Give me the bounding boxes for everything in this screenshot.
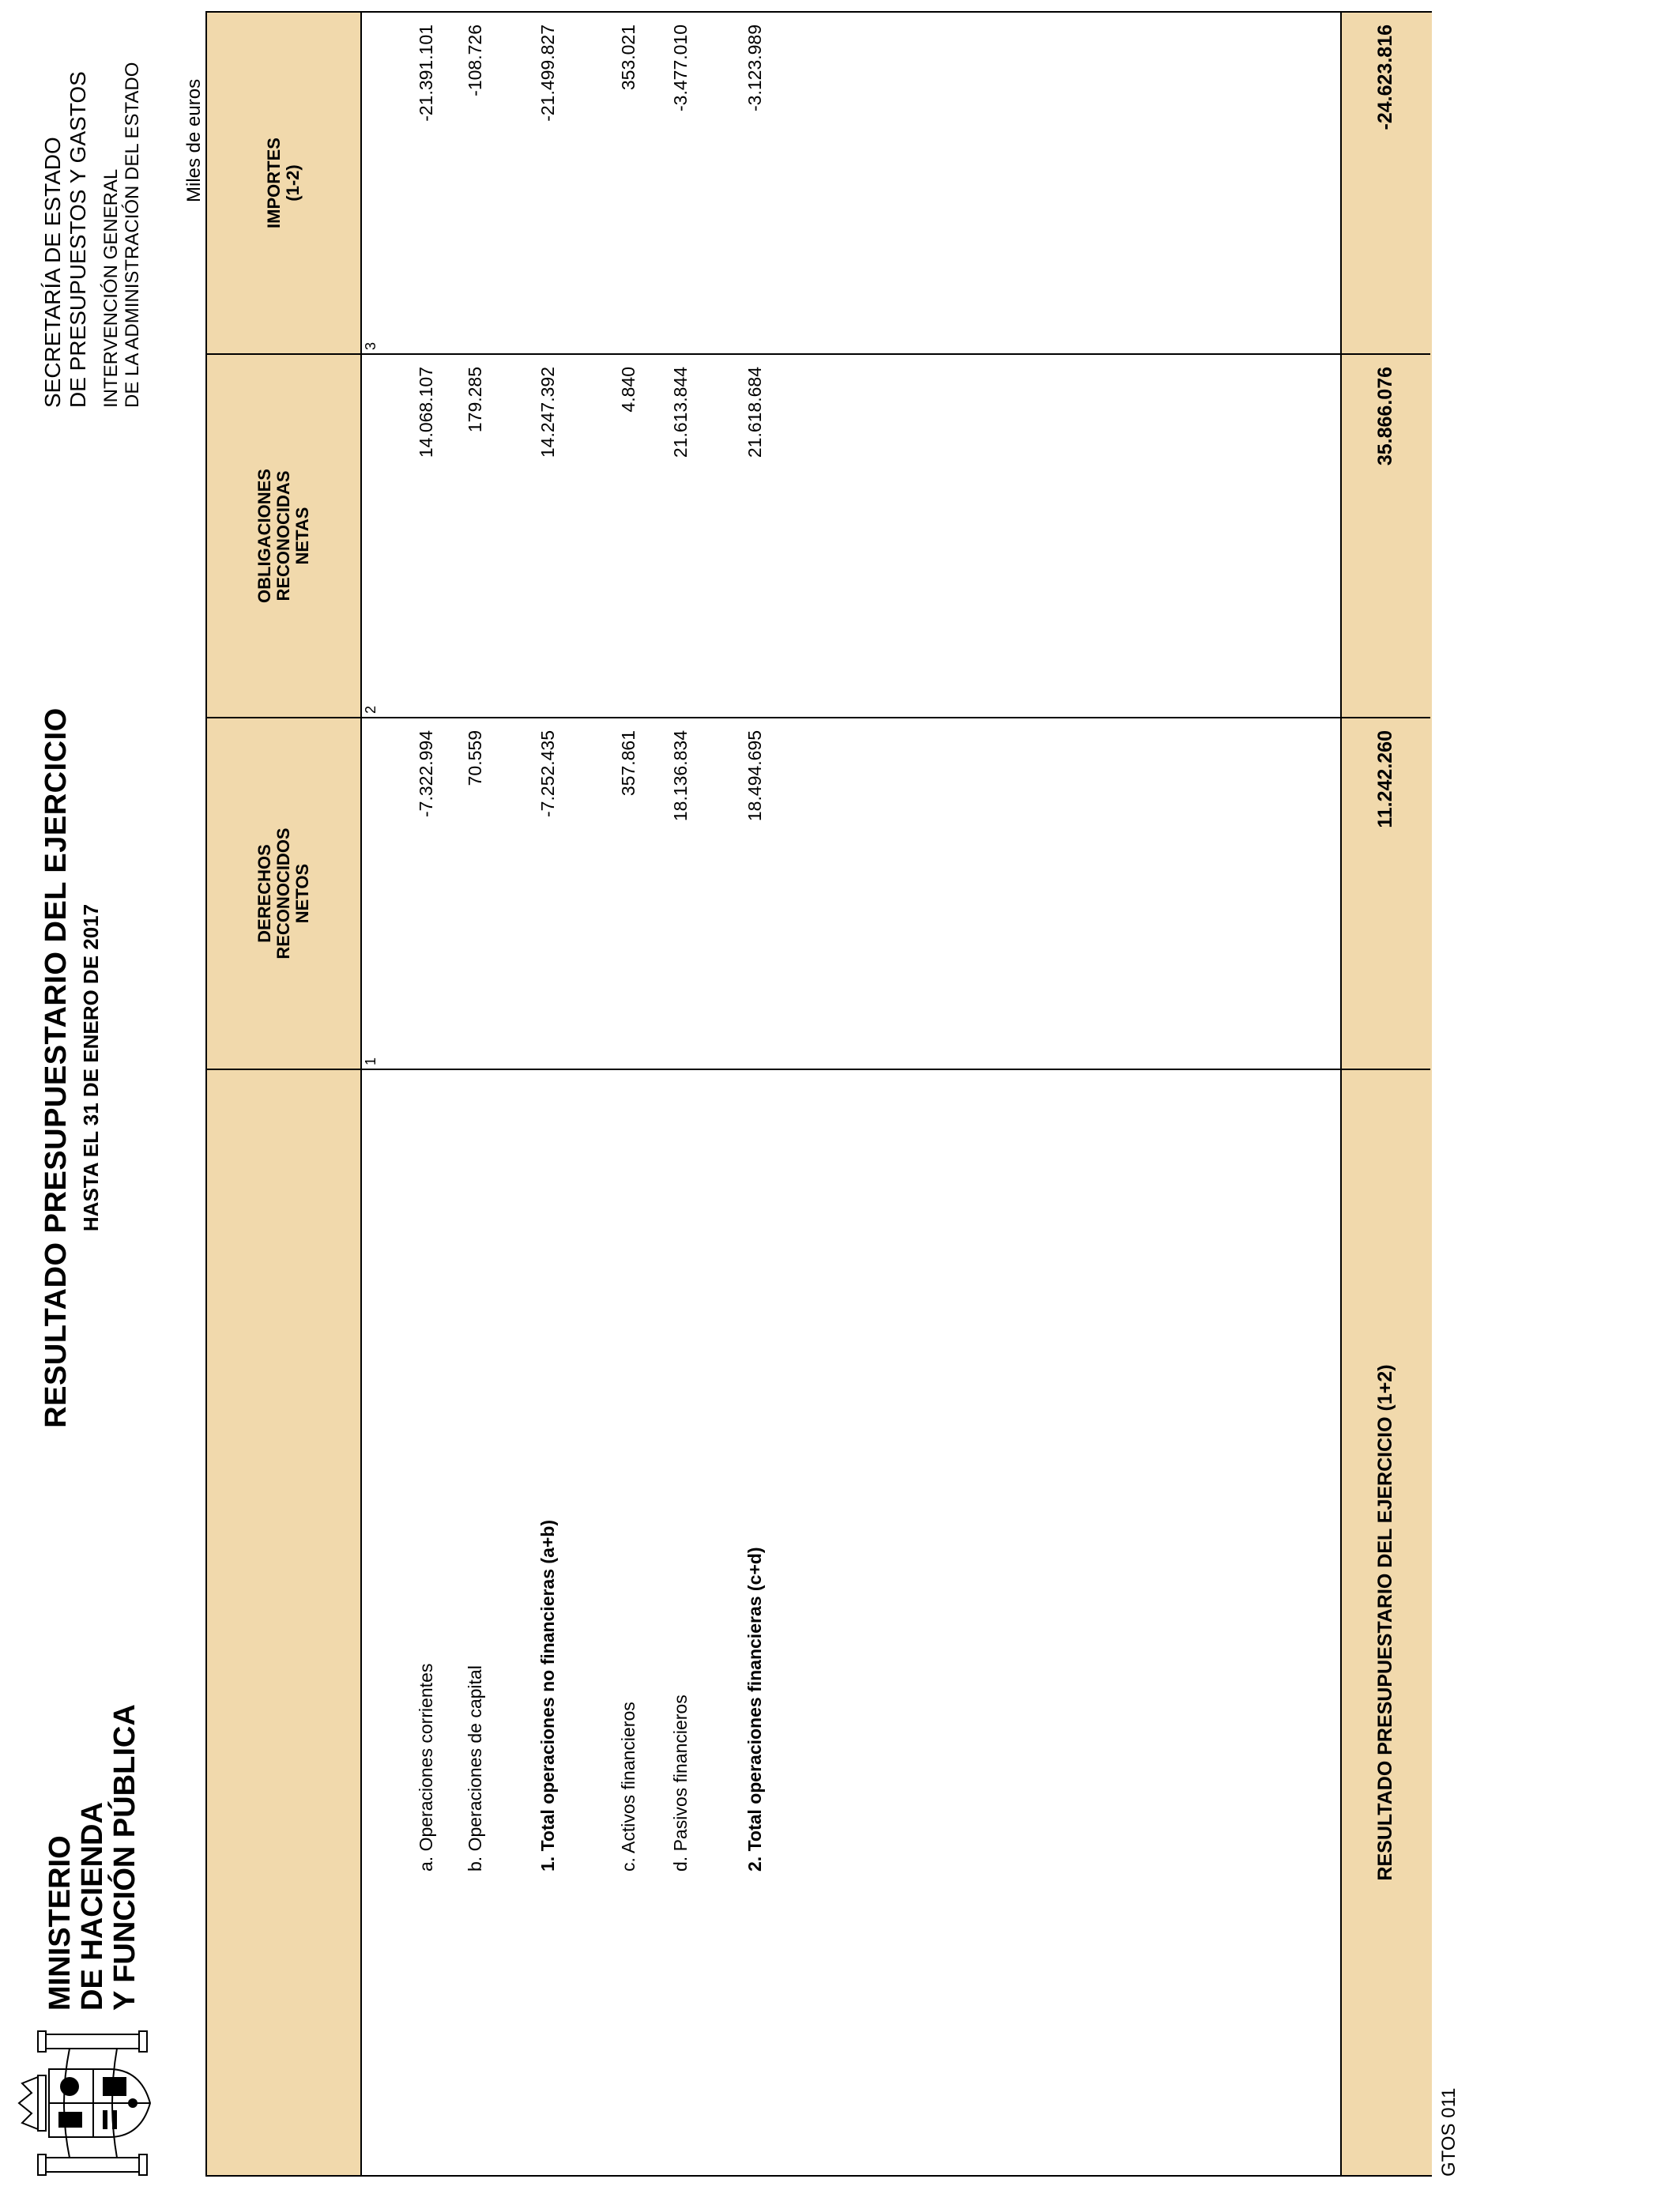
total-derechos: 11.242.260 — [1373, 730, 1396, 828]
cell-importes: -21.391.101 — [416, 25, 436, 122]
secretaria-line-2: DE PRESUPUESTOS Y GASTOS — [66, 71, 90, 408]
cell-derechos: -7.322.994 — [416, 730, 436, 817]
column-number: 1 — [363, 1057, 379, 1065]
row-label-operaciones-corrientes: a. Operaciones corrientes — [416, 1663, 436, 1872]
column-header-line: RECONOCIDAS — [273, 470, 293, 601]
column-header-importes — [207, 13, 360, 353]
cell-obligaciones: 4.840 — [618, 367, 638, 413]
cell-obligaciones: 21.618.684 — [744, 367, 765, 458]
cell-derechos: 18.136.834 — [670, 730, 691, 822]
cell-derechos: 18.494.695 — [744, 730, 765, 822]
column-header-line: OBLIGACIONES — [254, 469, 274, 603]
ministry-name-line-3: Y FUNCIÓN PÚBLICA — [108, 1704, 141, 2011]
units-label: Miles de euros — [183, 78, 205, 202]
result-row-label: RESULTADO PRESUPUESTARIO DEL EJERCICIO (1+2) — [1373, 1364, 1396, 1881]
cell-obligaciones: 14.247.392 — [537, 367, 558, 458]
cell-importes: -108.726 — [465, 25, 485, 96]
budget-result-table — [205, 11, 1432, 2177]
column-number: 3 — [363, 341, 379, 350]
cell-obligaciones: 21.613.844 — [670, 367, 691, 458]
row-label-total-financieras: 2. Total operaciones financieras (c+d) — [744, 1547, 765, 1872]
coat-of-arms-icon — [14, 2028, 156, 2178]
cell-derechos: 357.861 — [618, 730, 638, 797]
column-header-line: DERECHOS — [254, 844, 274, 943]
intervencion-line-2: DE LA ADMINISTRACIÓN DEL ESTADO — [122, 62, 143, 408]
column-header-derechos — [207, 718, 360, 1069]
column-divider — [207, 717, 1430, 718]
page-title: RESULTADO PRESUPUESTARIO DEL EJERCICIO — [40, 707, 73, 1428]
total-importes: -24.623.816 — [1373, 25, 1396, 130]
column-header-obligaciones — [207, 355, 360, 717]
cell-obligaciones: 14.068.107 — [416, 367, 436, 458]
cell-importes: -3.477.010 — [670, 25, 691, 111]
document-code: GTOS 011 — [1438, 2087, 1460, 2177]
ministry-name-line-1: MINISTERIO — [43, 1835, 77, 2011]
cell-importes: -3.123.989 — [744, 25, 765, 111]
row-label-pasivos-financieros: d. Pasivos financieros — [670, 1695, 691, 1872]
cell-importes: -21.499.827 — [537, 25, 558, 122]
column-header-line: IMPORTES — [264, 138, 284, 228]
cell-derechos: 70.559 — [465, 730, 485, 786]
row-label-activos-financieros: c. Activos financieros — [618, 1702, 638, 1872]
row-label-operaciones-capital: b. Operaciones de capital — [465, 1665, 485, 1872]
column-divider — [207, 353, 1430, 355]
cell-derechos: -7.252.435 — [537, 730, 558, 817]
page-subtitle: HASTA EL 31 DE ENERO DE 2017 — [79, 903, 103, 1232]
column-header-line: RECONOCIDOS — [273, 827, 293, 959]
row-label-total-no-financieras: 1. Total operaciones no financieras (a+b) — [537, 1520, 558, 1872]
intervencion-line-1: INTERVENCIÓN GENERAL — [100, 168, 122, 408]
cell-obligaciones: 179.285 — [465, 367, 485, 433]
column-number: 2 — [363, 705, 379, 714]
ministry-name-line-2: DE HACIENDA — [76, 1802, 109, 2011]
column-header-line: (1-2) — [283, 164, 303, 202]
column-header-line: NETAS — [292, 507, 312, 565]
cell-importes: 353.021 — [618, 25, 638, 91]
total-obligaciones: 35.866.076 — [1373, 367, 1396, 466]
secretaria-line-1: SECRETARÍA DE ESTADO — [40, 137, 65, 408]
column-header-line: NETOS — [292, 863, 312, 924]
column-divider — [207, 1069, 1430, 1070]
